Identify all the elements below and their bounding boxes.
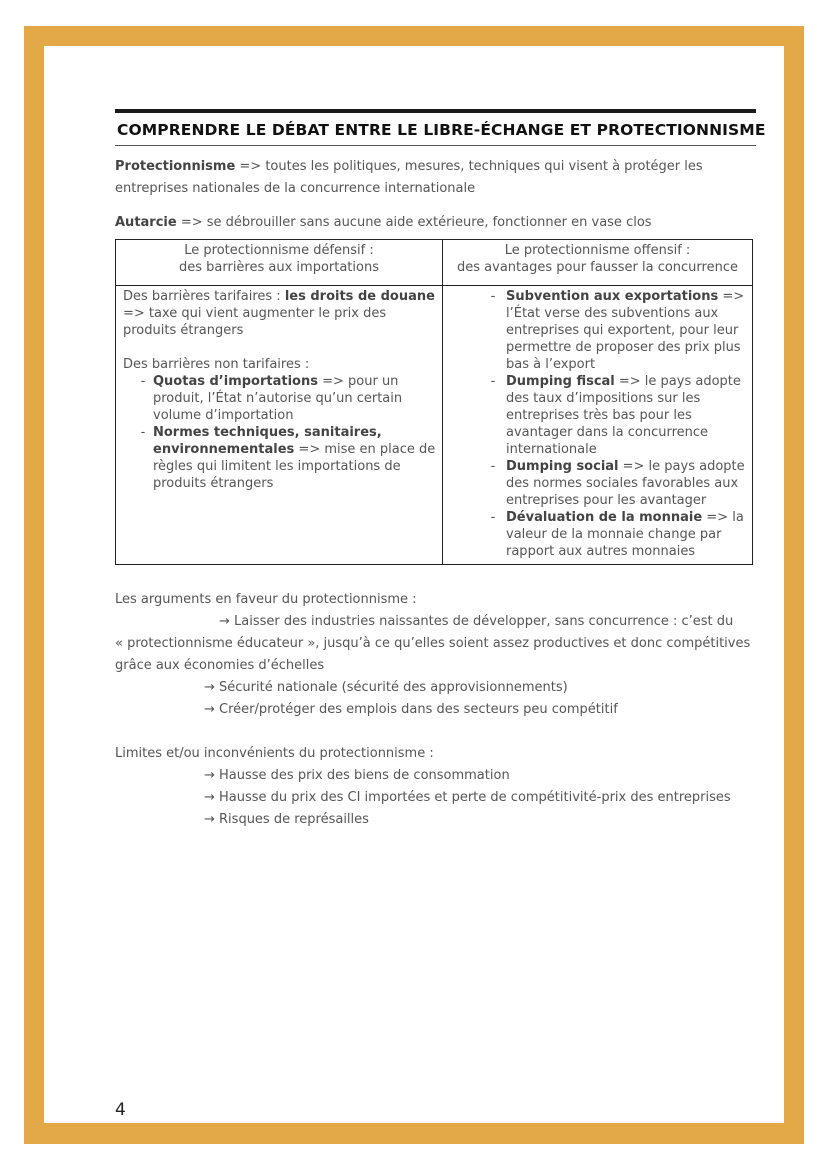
list-item: - Subvention aux exportations => l’État verse des subventions aux entreprises qui exportent, pour leur permettre de proposer des prix plus bas à l’export bbox=[490, 289, 745, 372]
header-line: des avantages pour fausser la concurrence bbox=[457, 260, 738, 275]
item-bold: Dévaluation de la monnaie bbox=[506, 510, 703, 525]
item-bold: Normes techniques, sanitaires, environnementales bbox=[153, 425, 382, 457]
protectionism-table bbox=[115, 239, 753, 565]
item-text: => l’État verse des subventions aux entreprises qui exportent, pour leur permettre de proposer des prix plus bas à l’export bbox=[506, 289, 745, 372]
item-text: => le pays adopte des normes sociales favorables aux entreprises pour les avantager bbox=[506, 459, 745, 508]
item-bold: Subvention aux exportations bbox=[506, 289, 719, 304]
document-page bbox=[44, 46, 784, 1123]
tarif-description: => taxe qui vient augmenter le prix des produits étrangers bbox=[123, 306, 387, 338]
argument-continuation: « protectionnisme éducateur », jusqu’à ce qu’elles soient assez productives et donc compétitives grâce aux économies d’échelles bbox=[115, 636, 751, 673]
cell-defensif bbox=[116, 286, 443, 565]
page-border bbox=[24, 26, 804, 1144]
limit-item: → Hausse des prix des biens de consommation bbox=[204, 768, 510, 783]
header-line: des barrières aux importations bbox=[178, 260, 379, 275]
page-number: 4 bbox=[115, 1100, 126, 1120]
header-line: Le protectionnisme offensif : bbox=[504, 243, 691, 258]
header-offensif bbox=[443, 240, 753, 286]
definition-autarcie bbox=[115, 212, 756, 234]
term-protectionnisme: Protectionnisme bbox=[115, 159, 236, 174]
argument-item: → Créer/protéger des emplois dans des secteurs peu compétitif bbox=[204, 702, 618, 717]
limits-heading: Limites et/ou inconvénients du protectionnisme : bbox=[115, 746, 434, 761]
tarif-barriers bbox=[123, 288, 436, 305]
definition-text: => se débrouiller sans aucune aide extérieure, fonctionner en vase clos bbox=[176, 215, 652, 230]
header-defensif bbox=[116, 240, 443, 286]
limit-item: → Hausse du prix des CI importées et perte de compétitivité-prix des entreprises bbox=[204, 790, 731, 805]
definition-protectionnisme bbox=[115, 156, 756, 200]
item-text: => le pays adopte des taux d’impositions sur les entreprises très bas pour les avantager dans la concurrence internationale bbox=[506, 374, 741, 457]
item-bold: Quotas d’importations bbox=[153, 374, 318, 389]
argument-item: → Sécurité nationale (sécurité des approvisionnements) bbox=[204, 680, 568, 695]
non-tarif-intro: Des barrières non tarifaires : bbox=[123, 357, 310, 372]
limit-item: → Risques de représailles bbox=[204, 812, 369, 827]
item-text: => pour un produit, l’État n’autorise qu’un certain volume d’importation bbox=[153, 374, 403, 423]
list-item: - Dumping fiscal => le pays adopte des taux d’impositions sur les entreprises très bas pour les avantager dans la concurrence internationale bbox=[490, 374, 741, 457]
item-bold: Dumping social bbox=[506, 459, 619, 474]
list-item: - Normes techniques, sanitaires, environnementales => mise en place de règles qui limitent les importations de produits étrangers bbox=[140, 425, 436, 491]
tarif-bold: les droits de douane bbox=[284, 289, 435, 304]
item-text: => la valeur de la monnaie change par rapport aux autres monnaies bbox=[506, 510, 744, 559]
header-line: Le protectionnisme défensif : bbox=[184, 243, 374, 258]
term-autarcie: Autarcie bbox=[115, 215, 177, 230]
title-bar bbox=[115, 109, 766, 146]
definition-text: => toutes les politiques, mesures, techniques qui visent à protéger les entreprises nationales de la concurrence internationale bbox=[115, 159, 703, 196]
page-content bbox=[115, 109, 766, 831]
argument-item: → Laisser des industries naissantes de développer, sans concurrence : c’est du bbox=[219, 614, 734, 629]
list-item: - Dumping social => le pays adopte des normes sociales favorables aux entreprises pour les avantager bbox=[490, 459, 745, 508]
arguments-heading: Les arguments en faveur du protectionnisme : bbox=[115, 592, 417, 607]
cell-offensif bbox=[443, 286, 753, 565]
item-text: => mise en place de règles qui limitent les importations de produits étrangers bbox=[153, 442, 436, 491]
list-item: - Quotas d’importations => pour un produit, l’État n’autorise qu’un certain volume d’importation bbox=[140, 374, 403, 423]
list-item: - Dévaluation de la monnaie => la valeur de la monnaie change par rapport aux autres monnaies bbox=[490, 510, 744, 559]
limits-section bbox=[115, 743, 756, 831]
tarif-prefix: Des barrières tarifaires : bbox=[123, 289, 285, 304]
page-title: COMPRENDRE LE DÉBAT ENTRE LE LIBRE-ÉCHANGE ET PROTECTIONNISME bbox=[117, 121, 766, 139]
arguments-section bbox=[115, 589, 756, 721]
item-bold: Dumping fiscal bbox=[506, 374, 615, 389]
